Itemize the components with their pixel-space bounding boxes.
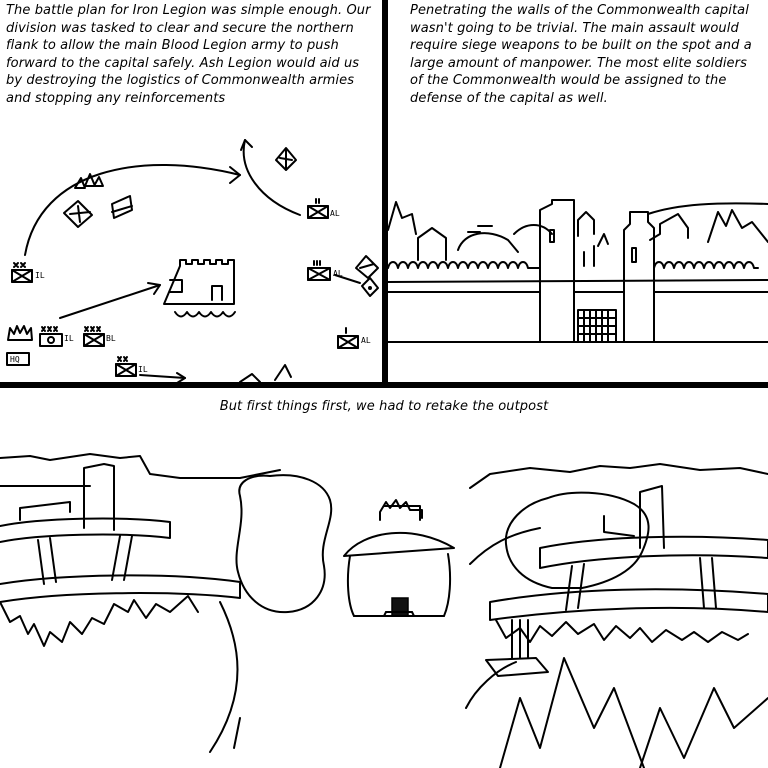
right-tower [640, 486, 664, 548]
caption-battle-plan: The battle plan for Iron Legion was simple enough. Our division was tasked to clear and secure the northern flank to allow the main Blood Legion army to push forward to the capital safely. Ash Legion would aid us by destroying the logistics of Commonwealth armies and stopping any reinforcements [6, 3, 371, 106]
panel-border-vertical [382, 0, 388, 386]
label-il-top: IL [35, 271, 45, 280]
arrow-south [140, 375, 185, 378]
rock-left [236, 475, 331, 612]
panel-capital-walls [388, 0, 768, 382]
city-gate [578, 310, 616, 342]
unit-il-mid [40, 327, 74, 346]
unit-bl [84, 327, 116, 346]
left-platform [0, 575, 240, 602]
panel-border-horizontal [0, 382, 768, 388]
rock-right [506, 493, 649, 588]
battle-map-drawing [0, 0, 382, 382]
label-hq: HQ [10, 355, 20, 364]
unit-il-bot [116, 357, 148, 376]
outpost-hut [344, 500, 454, 616]
label-il-mid: IL [64, 334, 74, 343]
wall-battlement-right [654, 262, 758, 268]
tower-left [540, 200, 574, 342]
unit-al-mid [308, 261, 343, 280]
enemy-city-2 [112, 196, 132, 218]
wall-battlement-left [388, 262, 540, 268]
caption-capital-walls: Penetrating the walls of the Commonwealth capital wasn't going to be trivial. The main assault would require siege weapons to be built on the spot and a large amount of manpower. The most elite soldiers of the Commonwealth would be assigned to the defense of the capital as well. [410, 3, 752, 106]
arrow-northeast [244, 140, 300, 215]
capital-walls-drawing [388, 0, 768, 382]
unit-hq [7, 326, 32, 365]
right-platform [490, 589, 768, 620]
capital-fortress [164, 260, 234, 304]
outpost-drawing [0, 388, 768, 768]
unit-il-top [12, 263, 45, 282]
tower-right [624, 212, 654, 342]
panel-outpost [0, 388, 768, 768]
panel-battle-plan [0, 0, 382, 382]
unit-al-bot [338, 328, 371, 348]
unit-al-top [308, 199, 340, 218]
enemy-camp-top [75, 174, 103, 188]
label-al-top: AL [330, 209, 340, 218]
enemy-city-3 [276, 148, 296, 170]
label-il-bot: IL [138, 365, 148, 374]
label-al-bot: AL [361, 336, 371, 345]
left-tower [84, 464, 114, 530]
label-bl: BL [106, 334, 116, 343]
label-al-mid: AL [333, 269, 343, 278]
caption-outpost: But first things first, we had to retake the outpost [219, 399, 549, 414]
arrow-to-capital [60, 285, 160, 318]
enemy-city-1 [64, 201, 92, 227]
enemy-city-4 [356, 256, 378, 278]
